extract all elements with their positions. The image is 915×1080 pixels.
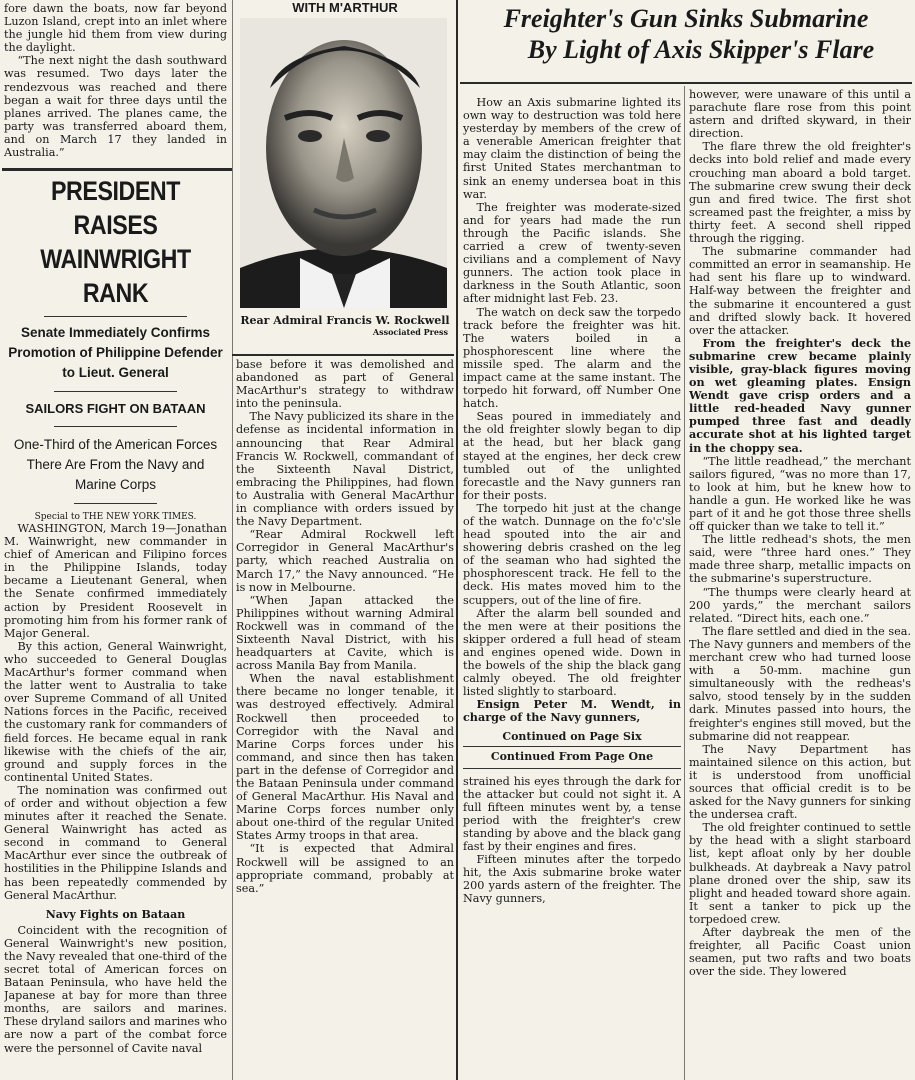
continued-on-label: Continued on Page Six: [502, 729, 642, 743]
divider: [463, 768, 681, 769]
divider: [44, 316, 187, 317]
freighter-paragraph: After daybreak the men of the freighter, all Pacific Coast union seamen, put two rafts and two boats over the side. They lowered: [689, 926, 911, 979]
freighter-paragraph: strained his eyes through the dark for the attacker but could not sight it. A full fifteen minutes went by, a tense period with the freighter's crew standing by above and the black gang fast by their engines and fires.: [463, 774, 681, 853]
wainwright-paragraph: By this action, General Wainwright, who succeeded to General Douglas MacArthur's former command when the latter went to Australia to take over Supreme Command of all United Nations forces in the Pacific, received the customary rank for commanders of field forces. He became equal in rank likewise with the chiefs of the air, ground and supply forces in the continental United States.: [4, 639, 227, 784]
portrait-image: [240, 18, 447, 308]
wainwright-paragraph: WASHINGTON, March 19—Jonathan M. Wainwright, new commander in chief of American and Filipino forces in the Philippine Islands, today became a Lieutenant General, when the Senate confirmed immediately action by President Roosevelt in promoting him from his former rank of Major General.: [4, 522, 227, 640]
rockwell-photo: [240, 18, 447, 308]
rockwell-paragraph: “When Japan attacked the Philippines without warning Admiral Rockwell was in command of the Sixteenth Naval District, with his headquarters at Cavite, which is across Manila Bay from Manila.: [236, 593, 454, 673]
freighter-paragraph: however, were unaware of this until a parachute flare rose from this point astern and drifted skyward, in their direction.: [689, 88, 911, 141]
column-4: [689, 88, 911, 1080]
rockwell-paragraph: base before it was demolished and abandoned as part of General MacArthur's strategy to withdraw into the peninsula.: [236, 358, 454, 411]
rockwell-paragraph: The Navy publicized its share in the defense as incidental information in announcing that Rear Admiral Francis W. Rockwell, commandant of the Sixteenth Naval District, embracing the Philippines, had flown to Australia with General MacArthur in compliance with orders issued by the Navy Department.: [236, 410, 454, 529]
photo-bottom-rule: [232, 354, 454, 356]
wainwright-headline-line-2: WAINWRIGHT RANK: [40, 244, 191, 308]
freighter-paragraph: The freighter was moderate-sized and for years had made the run through the Pacific islands. She carried a crew of twenty-seven civilians and a complement of Navy gunners. The action took place in darkness in the South Atlantic, soon after midnight last Feb. 23.: [463, 200, 681, 306]
continued-from-label: Continued From Page One: [490, 749, 654, 763]
rockwell-paragraph: When the naval establishment there became no longer tenable, it was destroyed effectively. Admiral Rockwell then proceeded to Corregidor with the Naval and Marine Corps forces under his command, and since then has taken part in the defense of Corregidor and the Bataan Peninsula under command of General MacArthur. His Naval and Marine Corps forces number only about one-third of the regular United States Army troops in that area.: [236, 672, 454, 843]
freighter-paragraph: From the freighter's deck the submarine crew became plainly visible, gray-black figures moving on wet gleaming plates. Ensign Wendt gave crisp orders and a little red-headed Navy gunner pumped three fast and deadly accurate shot at his lighted target in the choppy sea.: [689, 335, 911, 455]
headline-underline: [460, 82, 912, 84]
freighter-paragraph: The watch on deck saw the torpedo track before the freighter was hit. The waters boiled in a phosphorescent line where the missile sped. The alarm and the impact came at the same instant. The torpedo hit forward, off Number One hatch.: [463, 305, 681, 411]
freighter-paragraph: The torpedo hit just at the change of the watch. Dunnage on the fo'c'sle head spouted into the air and showering debris crashed on the leg of the seaman who had sighted the phosphorescent track. He fell to the deck. His mates moved him to the scuppers, out of the line of fire.: [463, 501, 681, 607]
wainwright-headline-line-1: PRESIDENT RAISES: [50, 176, 181, 240]
headline-rule-top: [2, 168, 232, 171]
freighter-headline: [460, 0, 912, 92]
wainwright-lead-continuation: fore dawn the boats, now far beyond Luzon Island, crept into an inlet where the jungle hid them from view during the daylight.: [4, 2, 227, 55]
wainwright-article: [4, 174, 227, 1080]
freighter-paragraph: After the alarm bell sounded and the men were at their positions the skipper ordered a full head of steam and engines opened wide. Down in the bowels of the ship the black gang calmly obeyed. The old freighter listed slightly to starboard.: [463, 606, 681, 699]
column-rule: [232, 0, 233, 1080]
freighter-paragraph: The flare settled and died in the sea. The Navy gunners and members of the merchant crew who had turned loose with a 50-mm. machine gun simultaneously with the redheas's salvo, stood tensely by in the sudden dark. Minutes passed into hours, the freighter's engines still moved, but the submarine did not reappear.: [689, 624, 911, 743]
freighter-paragraph: Fifteen minutes after the torpedo hit, the Axis submarine broke water 200 yards astern of the freighter. The Navy gunners,: [463, 853, 681, 906]
rockwell-paragraph: “It is expected that Admiral Rockwell will be assigned to an appropriate command, probably at sea.”: [236, 842, 454, 895]
wainwright-deck-3: One-Third of the American Forces There Are From the Navy and Marine Corps: [13, 437, 218, 492]
wainwright-paragraph: The nomination was confirmed out of order and without objection a few minutes after it reached the Senate. General Wainwright has acted as second in command to General MacArthur ever since the outbreak of hostilities in the Philippine Islands and has been repeatedly commended by General MacArthur.: [4, 783, 227, 902]
freighter-paragraph: How an Axis submarine lighted its own way to destruction was told here yesterday by members of the crew of a venerable American freighter that may claim the distinction of being the first United States merchantman to sink an enemy undersea boat in this war.: [463, 96, 681, 201]
wainwright-escape-paragraph: “The next night the dash southward was resumed. Two days later the rendezvous was reached and there began a wait for three days until the planes arrived. The planes came, the party was transferred aboard them, and on March 17 they landed in Australia.”: [4, 54, 227, 160]
divider: [74, 503, 157, 504]
divider: [463, 746, 681, 747]
column-3: [463, 96, 681, 1080]
freighter-paragraph: Ensign Peter M. Wendt, in charge of the Navy gunners,: [463, 697, 681, 725]
photo-credit: Associated Press: [372, 327, 448, 337]
photo-caption: Rear Admiral Francis W. Rockwell: [240, 314, 450, 327]
photo-header: WITH M'ARTHUR: [292, 0, 398, 15]
wainwright-deck-1: Senate Immediately Confirms Promotion of Philippine Defender to Lieut. General: [8, 325, 223, 380]
column-rule: [456, 0, 458, 1080]
freighter-paragraph: “The little readhead,” the merchant sailors figured, “was no more than 17, to look at him, but he knew how to handle a gun. He worked like he was part of it and he got those three shells off quicker than we take to tell it.”: [689, 454, 911, 534]
rockwell-paragraph: “Rear Admiral Rockwell left Corregidor in General MacArthur's party, which reached Australia on March 17,” the Navy announced. “He is now in Melbourne.: [236, 528, 454, 594]
rockwell-article: [236, 358, 454, 1080]
freighter-paragraph: The Navy Department has maintained silence on this action, but it is understood from unofficial sources that official credit is to be asked for the Navy gunners for sinking the undersea craft.: [689, 742, 911, 822]
divider: [54, 426, 177, 427]
freighter-paragraph: The flare threw the old freighter's decks into bold relief and made every crouching man aboard a bold target. The submarine crew swung their deck gun and fired twice. The first shot screamed past the freighter, a miss by thirty feet. A second shell ripped through the rigging.: [689, 140, 911, 246]
freighter-paragraph: “The thumps were clearly heard at 200 yards,” the merchant sailors related. “Direct hits, each one.”: [689, 585, 911, 625]
column-rule: [684, 86, 685, 1080]
freighter-paragraph: Seas poured in immediately and the old freighter slowly began to dip at the head, but her black gang stayed at the engines, her deck crew tumbled out of the unlighted forecastle and the Navy gunners ran for their posts.: [463, 410, 681, 502]
divider: [54, 391, 177, 392]
freighter-paragraph: The little redhead's shots, the men said, were “three hard ones.” They made three sharp, metallic impacts on the submarine's superstructure.: [689, 533, 911, 586]
dateline-credit: Special to THE NEW YORK TIMES.: [34, 512, 197, 522]
subhead-navy-fights: Navy Fights on Bataan: [45, 907, 186, 921]
freighter-headline-line-1: Freighter's Gun Sinks Submarine: [503, 4, 869, 33]
freighter-paragraph: The submarine commander had committed an error in seamanship. He had sent his flare up to windward. Half-way between the freighter and the submarine it encountered a gust and drifted slowly back. It hovered over the attacker.: [689, 245, 911, 337]
wainwright-deck-2: SAILORS FIGHT ON BATAAN: [25, 401, 206, 416]
freighter-headline-line-2: By Light of Axis Skipper's Flare: [527, 35, 875, 64]
wainwright-paragraph: Coincident with the recognition of General Wainwright's new position, the Navy revealed that one-third of the secret total of American forces on Bataan Peninsula, who have held the Japanese at bay for more than three months, are sailors and marines. These dryland sailors and marines who are now a part of the combat force were the personnel of Cavite naval: [4, 923, 227, 1055]
freighter-paragraph: The old freighter continued to settle by the head with a slight starboard list, kept afloat only by her double bulkheads. At daybreak a Navy patrol plane droned over the ship, saw its plight and headed toward shore again. It sent a tanker to pick up the torpedoed crew.: [689, 821, 911, 926]
